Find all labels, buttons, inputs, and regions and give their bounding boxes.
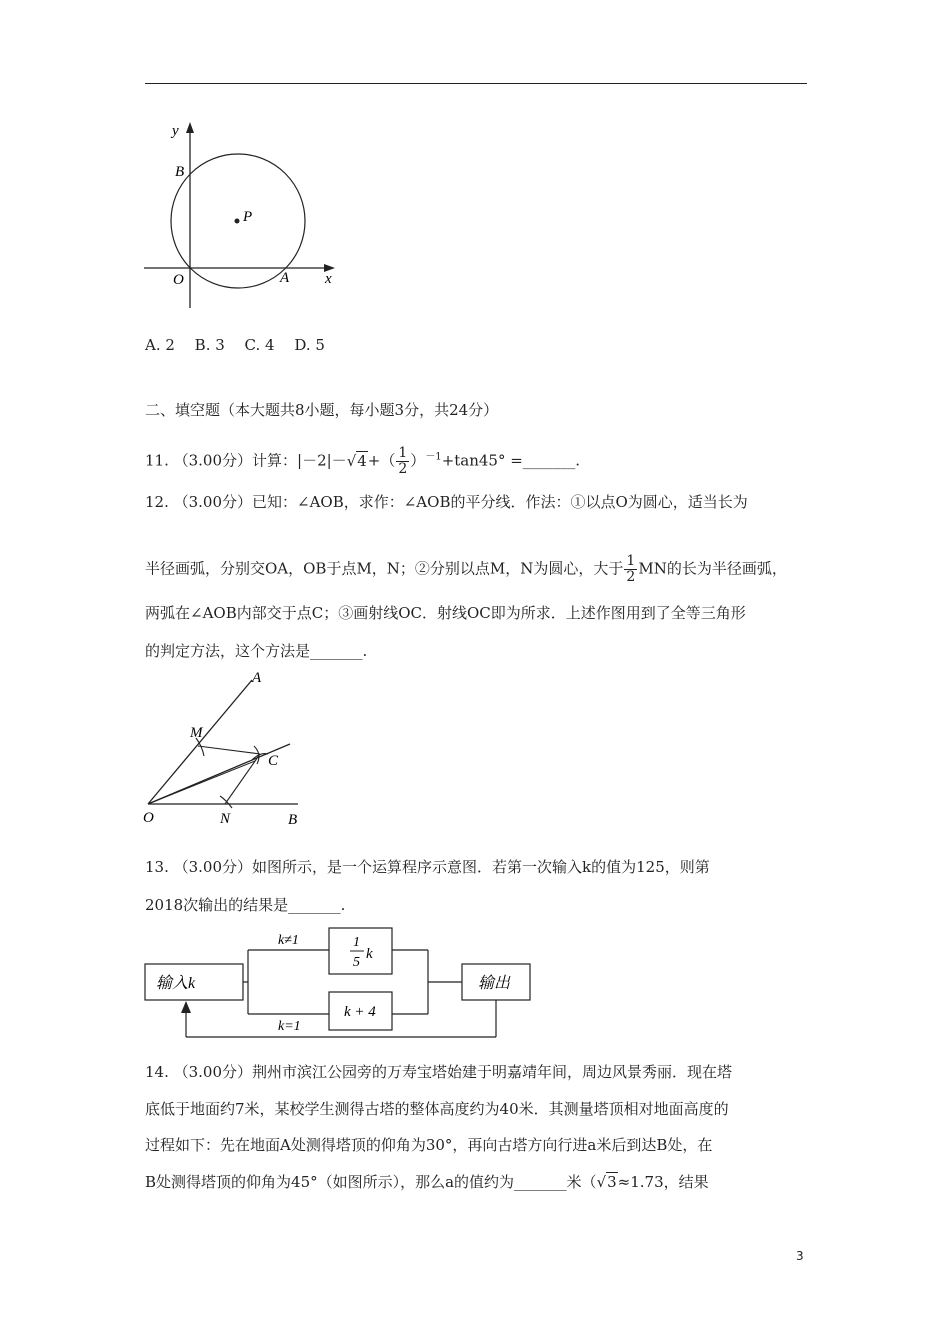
q11-close: ） <box>410 451 426 470</box>
point-a-label: A <box>280 270 290 286</box>
vertex-o-label: O <box>143 810 154 826</box>
q10-options: A. 2 B. 3 C. 4 D. 5 <box>145 336 325 354</box>
q12-line2-b: MN的长为半径画弧， <box>638 559 787 578</box>
q14-line4 <box>145 1172 709 1192</box>
flowchart-figure <box>140 920 540 1040</box>
add-box-label: k + 4 <box>344 1004 376 1020</box>
circle-axes-figure <box>140 118 345 318</box>
q11-exponent: －1 <box>425 451 442 463</box>
axis-y-label: y <box>172 123 179 139</box>
output-box-label: 输出 <box>478 975 511 992</box>
q14-sqrt: √3 <box>596 1173 617 1191</box>
q12-fraction: $\frac{1}{2}$ <box>626 553 636 585</box>
point-b-label: B <box>175 164 185 180</box>
q12-line1: 12. （3.00分）已知：∠AOB，求作：∠AOB的平分线．作法：①以点O为圆心，适当长为 <box>145 493 748 511</box>
divide-box-num: 1 <box>353 935 360 950</box>
q14-line1: 14. （3.00分）荆州市滨江公园旁的万寿宝塔始建于明嘉靖年间，周边风景秀丽．现在塔 <box>145 1063 733 1081</box>
point-p-label: P <box>243 209 253 225</box>
point-m-label: M <box>190 725 203 741</box>
axis-x-label: x <box>325 271 332 287</box>
q13-line1: 13. （3.00分）如图所示，是一个运算程序示意图．若第一次输入k的值为125，则第 <box>145 858 710 876</box>
q12-line2-a: 半径画弧，分别交OA，OB于点M，N；②分别以点M，N为圆心，大于 <box>145 559 624 578</box>
point-c-label: C <box>268 753 279 769</box>
q14-line3: 过程如下：先在地面A处测得塔顶的仰角为30°，再向古塔方向行进a米后到达B处，在 <box>145 1136 713 1154</box>
q12-line3: 两弧在∠AOB内部交于点C；③画射线OC．射线OC即为所求．上述作图用到了全等三角形 <box>145 604 746 622</box>
page-number: 3 <box>796 1249 804 1263</box>
q11-prefix: 11. （3.00分）计算：|－2|－ <box>145 451 347 470</box>
q11-fraction: $\frac{1}{2}$ <box>398 445 408 477</box>
ray-b-label: B <box>288 812 298 828</box>
q14-line2: 底低于地面约7米，某校学生测得古塔的整体高度约为40米．其测量塔顶相对地面高度的 <box>145 1100 729 1118</box>
point-n-label: N <box>220 811 231 827</box>
header-rule <box>145 83 807 84</box>
q12-line4: 的判定方法，这个方法是_______. <box>145 642 368 660</box>
q11-plus: +（ <box>367 451 396 470</box>
ray-a-label: A <box>252 670 262 686</box>
input-box-label: 输入k <box>156 975 196 992</box>
q11-sqrt: √4 <box>346 451 367 470</box>
angle-bisector-figure <box>140 668 320 830</box>
q14-line4-a: B处测得塔顶的仰角为45°（如图所示），那么a的值约为_______米（ <box>145 1173 597 1191</box>
divide-box-den: 5 <box>353 955 360 970</box>
q11-suffix: +tan45° =_______. <box>441 451 581 470</box>
q12-line2 <box>145 554 787 585</box>
section-title: 二、填空题（本大题共8小题，每小题3分，共24分） <box>145 401 499 419</box>
cond-bottom-label: k=1 <box>278 1019 301 1034</box>
cond-top-label: k≠1 <box>278 933 299 948</box>
divide-box-var: k <box>366 946 373 962</box>
q14-line4-b: ≈1.73，结果 <box>617 1173 709 1191</box>
origin-label: O <box>173 272 184 288</box>
q11-question <box>145 446 580 477</box>
q13-line2: 2018次输出的结果是_______. <box>145 896 346 914</box>
